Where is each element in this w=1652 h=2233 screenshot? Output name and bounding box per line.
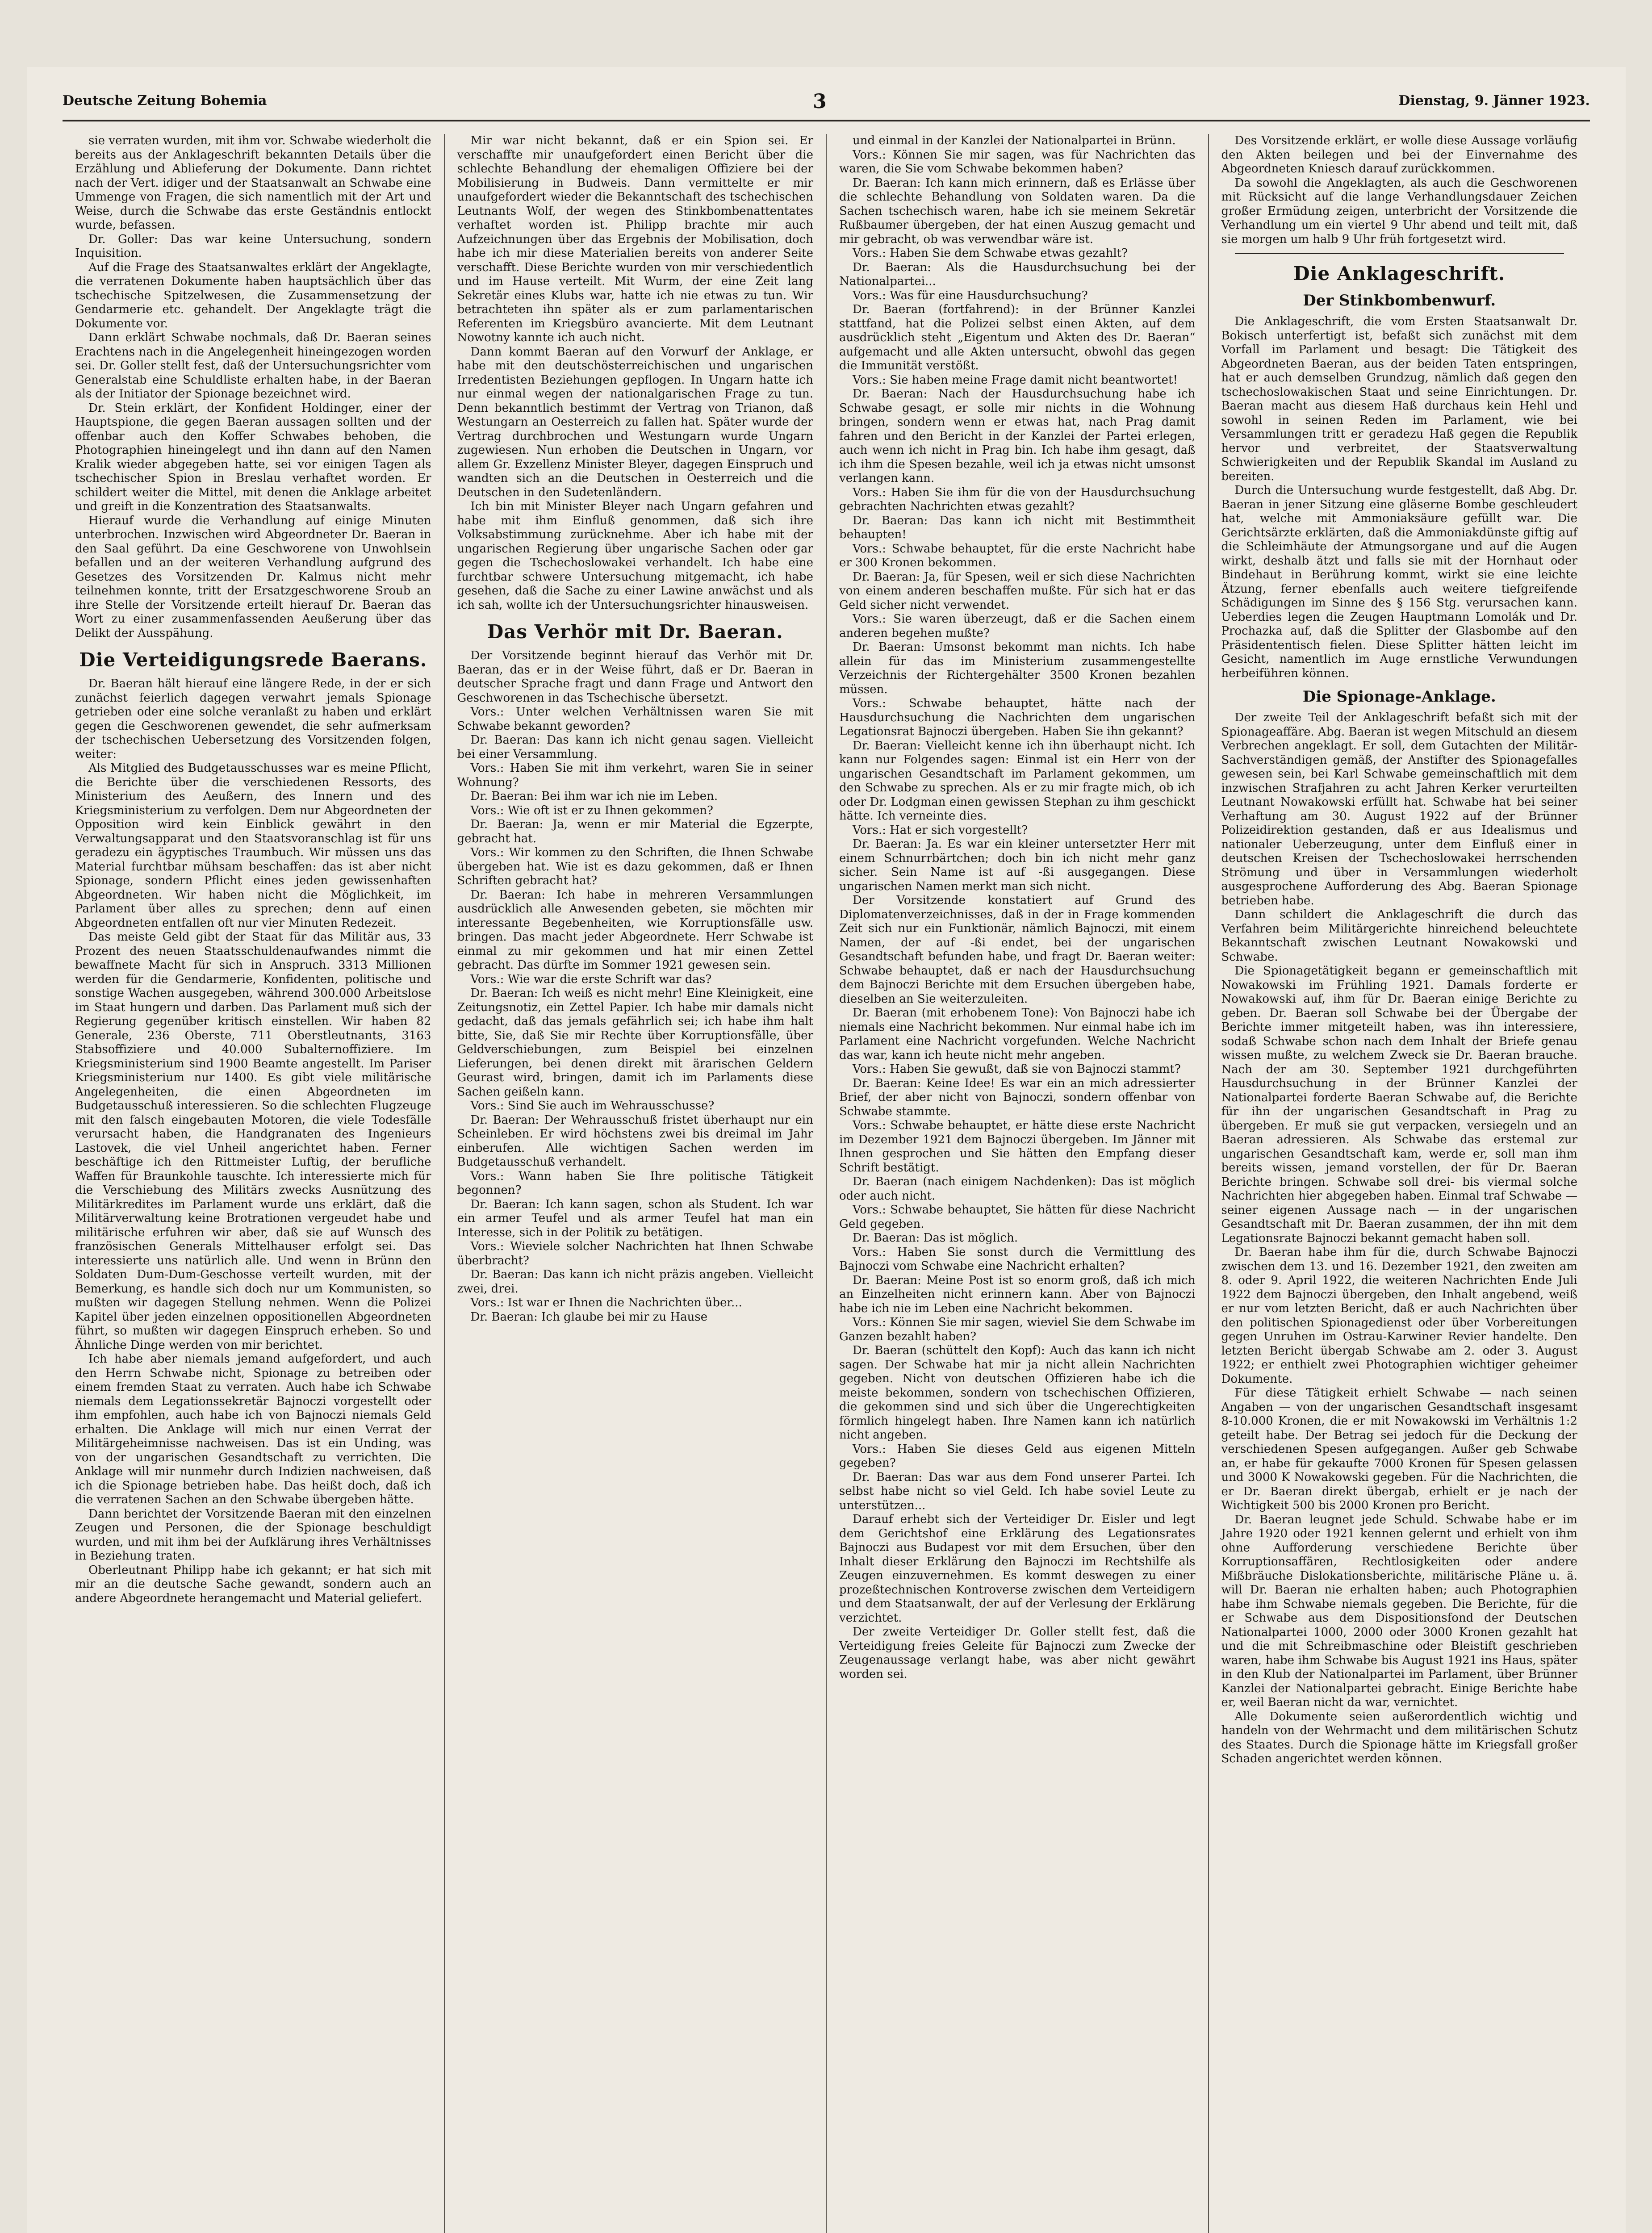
paragraph: Dr. Baeran: Ja. Es war ein kleiner untersetzter Herr mit einem Schnurrbärtchen; doch bin ich nicht mehr ganz sicher. Sein Name ist auf -ßi ausgegangen. Diese ungarischen Namen merkt man sich nicht. [839,837,1196,893]
paragraph: Dr. Baeran: Ich kann sagen, schon als Student. Ich war ein armer Teufel und als armer Teufel hat man ein Interesse, sich in der Politik zu betätigen. [457,1197,813,1239]
section-heading: Das Verhör mit Dr. Baeran. [487,621,783,643]
paragraph: Vors.: Hat er sich vorgestellt? [853,823,1028,837]
paragraph: Vors.: Sind Sie auch im Wehrausschusse? [470,1099,715,1112]
newspaper-page [27,67,1626,2233]
paragraph: Mir war nicht bekannt, daß er ein Spion sei. Er verschaffte mir unaufgefordert einen Bericht über die schlechte Behandlung der ehemaligen Offiziere bei der Mobilisierung in Budweis. Dann vermittelte er mir unaufgefordert wieder die Bekanntschaft des tschechischen Leutnants Wolf, der wegen des Stinkbombenattentates verhaftet worden ist. Philipp brachte mir auch Aufzeichnungen über das Ergebnis der Mobilisation, doch habe ich mir diese Materialien bereits von anderer Seite verschafft. Diese Berichte wurden von mir verschiedentlich und im Hause verteilt. Mit Wurm, der eine Zeit lang Sekretär eines Klubs war, hatte ich nie etwas zu tun. Wir betrachteten ihn später als er zum parlamentarischen Referenten im Kriegsbüro avancierte. Mit dem Leutnant Nowotny kannte ich auch nicht. [457,134,813,344]
paragraph: Der zweite Verteidiger Dr. Goller stellt fest, daß die Verteidigung freies Geleite für Bajnoczi zum Zwecke der Zeugenaussage verlangt habe, was aber nicht gewährt worden sei. [839,1625,1196,1681]
paragraph: Dann schildert die Anklageschrift die durch das Verfahren beim Militärgerichte hinreichend beleuchtete Bekanntschaft zwischen Leutnant Nowakowski und Schwabe. [1221,908,1577,964]
paragraph: Vors.: Unter welchen Verhältnissen waren Sie mit Schwabe bekannt geworden? [457,705,813,733]
paragraph: Dr. Baeran hält hierauf eine längere Rede, in der er sich zunächst feierlich dagegen verwahrt jemals Spionage getrieben oder eine solche veranlaßt zu haben und erklärt gegen die Geschworenen gewendet, die sehr aufmerksam der tschechischen Uebersetzung des Vorsitzenden folgen, weiter: [75,677,431,761]
paragraph: Dr. Baeran: Ich habe in mehreren Versammlungen ausdrücklich alle Anwesenden gebeten, sie möchten mir interessante Begebenheiten, wie Korruptionsfälle usw. bringen. Das macht jeder Abgeordnete. Herr Schwabe ist einmal zu mir gekommen und hat mir einen Zettel gebracht. Das dürfte im Sommer 1921 gewesen sein. [457,888,813,972]
paragraph: Dr. Baeran: Umsonst bekommt man nichts. Ich habe allein für das im Ministerium zusammengestellte Verzeichnis der Richtergehälter 3500 Kronen bezahlen müssen. [839,640,1196,696]
column-2 [445,134,827,2233]
paragraph: Dr. Baeran: Der Wehrausschuß fristet überhaupt nur ein Scheinleben. Er wird höchstens zwei bis dreimal im Jahr einberufen. Alle wichtigen Sachen werden im Budgetausschuß verhandelt. [457,1113,813,1169]
paragraph: Dann berichtet der Vorsitzende Baeran mit den einzelnen Zeugen und Personen, die der Spionage beschuldigt wurden, und mit ihm bei der Aufklärung ihres Verhältnisses in Beziehung traten. [75,1507,431,1563]
column-1 [63,134,445,2233]
paragraph: Alle Dokumente seien außerordentlich wichtig und handeln von der Wehrmacht und dem militärischen Schutz des Staates. Durch die Spionage hätte im Kriegsfall großer Schaden angerichtet werden können. [1221,1710,1577,1765]
paragraph: Ich habe aber niemals jemand aufgefordert, und auch den Herrn Schwabe nicht, Spionage zu betreiben oder einem fremden Staat zu verraten. Auch habe ich Schwabe niemals dem Legationssekretär Bajnoczi vorgestellt oder ihm empfohlen, auch habe ich von Bajnoczi niemals Geld erhalten. Die Anklage will mich nur einen Verrat der Militärgeheimnisse nachweisen. Das ist ein Unding, was von der ungarischen Gesandtschaft zu verrichten. Die Anklage will mir nunmehr durch Indizien nachweisen, daß ich die Spionage betrieben habe. Das heißt doch, daß ich die verratenen Sachen an den Schwabe übergeben hätte. [75,1352,431,1506]
paragraph: Vors.: Wir kommen zu den Schriften, die Ihnen Schwabe übergeben hat. Wie ist es dazu gekommen, daß er Ihnen Schriften gebracht hat? [457,846,813,887]
paragraph: Das meiste Geld gibt der Staat für das Militär aus, 33 Prozent des neuen Staatsschuldenaufwandes nimmt die bewaffnete Macht für sich in Anspruch. 3313 Millionen werden für die Gendarmerie, Konfidenten, politische und sonstige Wachen ausgegeben, während 300.000 Arbeitslose im Staat hungern und darben. Das Parlament muß sich der Regierung gegenüber kritisch einstellen. Wir haben 82 Generale, 236 Oberste, 711 Oberstleutnants, 3163 Stabsoffiziere und 40.000 Subalternoffiziere. Im Kriegsministerium sind 1900 Beamte angestellt. Im Pariser Kriegsministerium nur 1400. Es gibt viele militärische Angelegenheiten, die einen Abgeordneten im Budgetausschuß interessieren. So die schlechten Flugzeuge mit den falsch eingebauten Motoren, die viele Todesfälle verursacht haben, die Handgranaten des Ingenieurs Lastovek, die viel Unheil angerichtet haben. Ferner beschäftige ich den Rittmeister Luftig, der berufliche Waffen für Braunkohle tauschte. Ich interessierte mich für die Verschiebung des Militärs zwecks Ausnützung des Militärkredites im Parlament wurde uns erklärt, daß die Militärverwaltung keine Brotrationen vergeudet habe und militärische erfuhren wir aber, daß sie auf Wunsch des französischen Generals Mittelhauser erfolgt sei. Das interessierte uns natürlich alle. Und wenn in Brünn den Soldaten Dum-Dum-Geschosse verteilt wurden, mit der Bemerkung, es handle sich doch nur um Kommunisten, so mußten wir dagegen Stellung nehmen. Wenn die Polizei Kapitel über jeden einzelnen oppositionellen Abgeordneten führt, so mußten wir dagegen Einspruch erheben. So und Ähnliche Dinge werden von mir berichtet. [75,930,431,1352]
paragraph: Vors.: Schwabe behauptet, er hätte diese erste Nachricht im Dezember 1921 dem Bajnoczi übergeben. Im Jänner mit Ihnen gesprochen und Sie hätten den Empfang dieser Schrift bestätigt. [839,1119,1196,1175]
paragraph: Dr. Baeran: Das ist möglich. [853,1231,1018,1245]
paragraph: Da sowohl die Angeklagten, als auch die Geschworenen mit Rücksicht auf die lange Verhandlungsdauer Zeichen großer Ermüdung zeigen, unterbricht der Vorsitzende die Verhandlung um ein viertel 9 Uhr abend und teilt mit, daß sie morgen um halb 9 Uhr früh fortgesetzt wird. [1221,176,1577,246]
paragraph: Dr. Baeran (schüttelt den Kopf): Auch das kann ich nicht sagen. Der Schwabe hat mir ja nicht allein Nachrichten gegeben. Nicht von deutschen Offizieren habe ich die meiste bekommen, sondern von tschechischen Offizieren, die gekommen sind und sich über die Ungerechtigkeiten förmlich hingelegt haben. Ihre Namen kann ich natürlich nicht angeben. [839,1344,1196,1442]
paragraph: Der zweite Teil der Anklageschrift befaßt sich mit der Spionageaffäre. Abg. Baeran ist wegen Mitschuld an diesem Verbrechen angeklagt. Er soll, dem Gutachten der Militär-Sachverständigen gemäß, der Anstifter des Spionagefalles gewesen sein, bei Karl Schwabe gemeinschaftlich mit dem inzwischen Strafjahren zu acht Jahren Kerker verurteilten Leutnant Nowakowski erfüllt hat. Schwabe hat bei seiner Verhaftung am 30. August 1922 auf der Brünner Polizeidirektion gestanden, daß er aus Idealismus und nationaler Ueberzeugung, unter dem Einfluß einer in deutschen Kreisen der Tschechoslowakei herrschenden Strömung und über in Versammlungen wiederholt ausgesprochene Aufforderung des Abg. Baeran Spionage betrieben habe. [1221,711,1577,907]
paragraph: Dr. Baeran (nach einigem Nachdenken): Das ist möglich oder auch nicht. [839,1175,1196,1203]
paragraph: Dr. Goller: Das war keine Untersuchung, sondern Inquisition. [75,232,431,260]
paragraph: Dr. Baeran: Vielleicht kenne ich ihn überhaupt nicht. Ich kann nur Folgendes sagen: Einmal ist ein Herr von der ungarischen Gesandtschaft im Parlament gekommen, um den Schwabe zu sprechen. Als er zu mir fragte mich, ob ich oder Dr. Lodgman einen gewissen Stephan zu ihm geschickt hätte. Ich verneinte dies. [839,739,1196,823]
paragraph: Vors.: Schwabe behauptet, Sie hätten für diese Nachricht Geld gegeben. [839,1203,1196,1231]
paragraph: Vors.: Können Sie mir sagen, was für Nachrichten das waren, die Sie vom Schwabe bekommen haben? [839,148,1196,176]
paragraph: Dr. Baeran: Das war aus dem Fond unserer Partei. Ich selbst habe nicht so viel Geld. Ich habe soviel Leute zu unterstützen... [839,1470,1196,1512]
paragraph: Dr. Stein erklärt, der Konfident Holdinger, einer der Hauptspione, die gegen Baeran aussagen sollten und der offenbar auch den Koffer Schwabes behoben, die Photographien hineingelegt und ihn dann auf den Namen Kralik wieder abgegeben hatte, sei vor einigen Tagen als tschechischer Spion in Breslau verhaftet worden. Er schildert weiter die Mittel, mit denen die Anklage arbeitet und greift in die Konzentration des Staatsanwalts. [75,401,431,513]
paragraph: Für diese Tätigkeit erhielt Schwabe — nach seinen Angaben — von der ungarischen Gesandtschaft insgesamt 8-10.000 Kronen, die er mit Nowakowski im Verhältnis 1:2 geteilt habe. Der Betrag sei jedoch für die Deckung der verschiedenen Spesen aufgegangen. Außer geb Schwabe an, er habe für gekaufte 7000 Kronen für Spesen gelassen und 3000 K Nowakowski gegeben. Für die Nachrichten, die er Dr. Baeran direkt übergab, erhielt er je nach der Wichtigkeit 500 bis 2000 Kronen pro Bericht. [1221,1386,1577,1512]
paragraph: Vors.: Sie waren überzeugt, daß er die Sachen einem anderen begehen mußte? [839,612,1196,640]
paragraph: Durch die Untersuchung wurde festgestellt, daß Abg. Dr. Baeran in jener Sitzung eine gläserne Bombe geschleudert hat, welche mit Ammoniaksäure gefüllt war. Die Gerichtsärzte erklärten, daß die Ammoniakdünste giftig auf die Schleimhäute der Atmungsorgane und auf die Augen wirkt, deshalb ätzt und falls sie mit der Hornhaut oder Bindehaut in Berührung kommt, wirkt sie eine leichte Ätzung, ferner ebenfalls auch weitere tiefgreifende Schädigungen im Sinne des § 156 Stg. verursachen kann. Ueberdies legen die Zeugen Hauptmann Lomolák und Dr. Prochazka auf, daß die Splitter der Glasbombe auf den Präsidententisch fielen. Diese Splitter hätten leicht im Gesicht, namentlich im Auge ernstliche Verwundungen herbeiführen können. [1221,484,1577,680]
newspaper-name: Deutsche Zeitung Bohemia [63,93,267,109]
paragraph: Dr. Baeran: Ja, wenn er mir Material die Egzerpte, gebracht hat. [457,818,813,845]
paragraph: Dr. Baeran: Ich kann mich erinnern, daß es Erlässe über die schlechte Behandlung von Soldaten waren. Da die Sachen tschechisch waren, habe ich sie meinem Sekretär Rußbaumer übergeben, der hat einen Auszug gemacht und mir gebracht, ob was verwendbar wäre ist. [839,176,1196,246]
page-number: 3 [813,90,827,113]
paragraph: Vors.: Haben Sie dieses Geld aus eigenen Mitteln gegeben? [839,1442,1196,1470]
paragraph: Vors.: Wie war die erste Schrift war das? [470,972,712,986]
subsection-heading: Die Spionage-Anklage. [1302,688,1496,706]
paragraph: Vors.: Schwabe behauptet, hätte nach der Hausdurchsuchung die Nachrichten dem ungarischen Legationsrat Bajnoczi übergeben. Haben Sie ihn gekannt? [839,697,1196,738]
paragraph: Vors.: Wie oft ist er zu Ihnen gekommen? [470,803,713,817]
paragraph: Dr. Baeran: Ich glaube bei mir zu Hause [470,1310,708,1324]
paragraph: Dr. Baeran: Das kann ich nicht präzis angeben. Vielleicht zwei, drei. [457,1268,813,1296]
paragraph: Als Mitglied des Budgetausschusses war es meine Pflicht, die Berichte über die verschiedenen Ressorts, des Ministerium des Aeußern, des Innern und des Kriegsministerium zu verfolgen. Dem nur Abgeordneten der Opposition wird kein Einblick gewährt in den Verwaltungsapparat und den Staatsvoranschlag ist für uns geradezu ein ägyptisches Traumbuch. Wir müssen uns das Material furchtbar mühsam beschaffen: das ist aber nicht Spionage, sondern Pflicht eines jeden gewissenhaften Abgeordneten. Wir haben nicht die Möglichkeit, im Parlament über alles zu sprechen; denn auf einen Abgeordneten entfallen oft nur vier Minuten Redezeit. [75,761,431,930]
paragraph: Auf die Frage des Staatsanwaltes erklärt der Angeklagte, die verratenen Dokumente haben hauptsächlich über das tschechische Spitzelwesen, die Zusammensetzung der Gendarmerie etc. gehandelt. Der Angeklagte trägt die Dokumente vor. [75,260,431,330]
paragraph: Vors.: Ist war er Ihnen die Nachrichten über... [470,1296,742,1309]
subsection-heading: Der Stinkbombenwurf. [1303,292,1496,309]
paragraph: Dr. Baeran: Meine Post ist so enorm groß, daß ich mich an Einzelheiten nicht erinnern kann. Aber von Bajnoczi habe ich nie im Leben eine Nachricht bekommen. [839,1273,1196,1315]
article-columns [63,134,1590,2233]
paragraph: Vors.: Schwabe behauptet, für die erste Nachricht habe er 300 Kronen bekommen. [839,542,1196,569]
paragraph: Dr. Baeran: Keine Idee! Es war ein an mich adressierter Brief, der aber nicht von Bajnoczi, sondern offenbar von Schwabe stammte. [839,1076,1196,1118]
paragraph: Hierauf wurde die Verhandlung auf einige Minuten unterbrochen. Inzwischen wird Abgeordneter Dr. Baeran in den Saal geführt. Da eine Geschworene von Unwohlsein befallen und an der weiteren Verhandlung aufgrund des Gesetzes des Vorsitzenden Dr. Kalmus nicht mehr teilnehmen konnte, tritt der Ersatzgeschworene Sroub an ihre Stelle der Vorsitzende erteilt hierauf Dr. Baeran das Wort zu einer zusammenfassenden Aeußerung über das Delikt der Ausspähung. [75,514,431,640]
paragraph: Vors.: Was für eine Hausdurchsuchung? [853,289,1088,302]
paragraph: sie verraten wurden, mit ihm vor. Schwabe wiederholt die bereits aus der Anklageschrift bekannten Details über die Erzählung und Ablieferung der Dokumente. Dann richtet nach der Vert. idiger und der Staatsanwalt an Schwabe eine Ummenge von Fragen, die sich namentlich mit der Art und Weise, durch die Schwabe das erste Geständnis entlockt wurde, befassen. [75,134,431,232]
paragraph: Vors.: Haben Sie ihm für die von der Hausdurchsuchung gebrachten Nachrichten etwas gezahlt? [839,485,1196,513]
paragraph: Vors.: Wieviele solcher Nachrichten hat Ihnen Schwabe überbracht? [457,1240,813,1267]
paragraph: Der Vorsitzende konstatiert auf Grund des Diplomatenverzeichnisses, daß in der in Frage kommenden Zeit sich nur ein Funktionär, nämlich Bajnoczi, mit einem Namen, der auf -ßi endet, bei der ungarischen Gesandtschaft befunden habe, und fragt Dr. Baeran weiter: Schwabe behauptet, daß er nach der Hausdurchsuchung dem Bajnoczi Berichte mit dem Ersuchen übergeben habe, dieselben an Sie weiterzuleiten. [839,894,1196,1006]
paragraph: Vors.: Haben Sie sonst durch die Vermittlung des Bajnoczi vom Schwabe eine Nachricht erhalten? [839,1245,1196,1273]
paragraph: Vors.: Sie haben meine Frage damit nicht beantwortet! [853,373,1178,387]
page-header [63,90,1590,121]
paragraph: Dr. Baeran: Bei ihm war ich nie im Leben. [470,790,718,803]
paragraph: Dr. Baeran (mit erhobenem Tone): Von Bajnoczi habe ich niemals eine Nachricht bekommen. Nur einmal habe ich im Parlament eine Nachricht vorgefunden. Welche Nachricht das war, kann ich heute nicht mehr angeben. [839,1006,1196,1062]
paragraph: Dr. Baeran: Das kann ich nicht mit Bestimmtheit behaupten! [839,514,1196,541]
section-divider [1235,253,1564,254]
paragraph: Dr. Baeran: Das kann ich nicht genau sagen. Vielleicht bei einer Versammlung. [457,733,813,761]
section-heading: Die Anklageschrift. [1293,263,1506,284]
paragraph: Die Anklageschrift, die vom Ersten Staatsanwalt Dr. Bokisch unterfertigt ist, befaßt sich zunächst mit dem Vorfall im Parlament und besagt: Die Tätigkeit des Abgeordneten Baeran, aus der beiden Taten entspringen, hat er auch demselben Grundzug, nämlich daß gegen den tschechoslowakischen Staat und seine Einrichtungen. Dr. Baeran macht aus diesem Haß durchaus kein Hehl und sowohl in seinen Reden im Parlament, wie bei Versammlungen tritt er geradezu Haß gegen die Republik hervor und verbreitet, der Staatsverwaltung Schwierigkeiten und der Republik Skandal im Ausland zu bereiten. [1221,315,1577,483]
paragraph: Vors.: Wann haben Sie Ihre politische Tätigkeit begonnen? [457,1169,813,1197]
paragraph: Dr. Baeran (fortfahrend): in der Brünner Kanzlei stattfand, hat die Polizei selbst einen Akten, auf dem ausdrücklich steht „Eigentum und Akten des Dr. Baeran“ aufgemacht und alle Akten untersucht, obwohl das gegen die Immunität verstößt. [839,303,1196,372]
paragraph: Darauf erhebt sich der Verteidiger Dr. Eisler und legt dem Gerichtshof eine Erklärung des Legationsrates Bajnoczi aus Budapest vor mit dem Ersuchen, über den Inhalt dieser Erklärung den Bajnoczi im Rechtshilfe als Zeugen einzuvernehmen. Es kommt deswegen zu einer prozeßtechnischen Kontroverse zwischen dem Verteidigern und dem Staatsanwalt, der auf der Verlesung der Erklärung verzichtet. [839,1513,1196,1625]
paragraph: Die Spionagetätigkeit begann er gemeinschaftlich mit Nowakowski im Frühling 1921. Damals forderte er Nowakowski auf, ihm für Dr. Baeran einige Berichte zu geben. Dr. Baeran soll Schwabe bei der Übergabe der Berichte immer mitgeteilt haben, was ihn interessiere, sodaß Schwabe schon nach dem Inhalt der Briefe genau wissen mußte, zu welchem Zweck sie Dr. Baeran brauche. Nach der am 30. September 1921 durchgeführten Hausdurchsuchung in der Brünner Kanzlei der Nationalpartei forderte Baeran Schwabe auf, die Berichte für ihn der ungarischen Gesandtschaft in Prag zu übergeben. Er muß sie gut verpacken, versiegeln und an Baeran adressieren. Als Schwabe das erstemal zur ungarischen Gesandtschaft kam, werde er, soll man ihm bereits wissen, jemand vorstellen, der für Dr. Baeran Berichte bringen. Schwabe soll drei- bis viermal solche Nachrichten hier abgegeben haben. Einmal traf Schwabe — seiner eigenen Aussage nach — in der ungarischen Gesandtschaft mit Dr. Baeran zusammen, der ihn mit dem Legationsrate Bajnoczi bekannt gemacht haben soll. [1221,964,1577,1245]
paragraph: Dann kommt Baeran auf den Vorwurf der Anklage, er habe mit den deutschösterreichischen und ungarischen Irredentisten Beziehungen gepflogen. In Ungarn hatte ich nur einmal wegen der nationalgarischen Frage zu tun. Denn bekanntlich bestimmt der Vertrag von Trianon, daß Westungarn an Oesterreich zu fallen hat. Später wurde der Vertrag durchbrochen und Westungarn wurde Ungarn zugewiesen. Nun erhoben die Deutschen in Ungarn, vor allem Gr. Exzellenz Minister Bleyer, dagegen Einspruch und wandten sich an die Deutschen in Oesterreich und die Deutschen in den Sudetenländern. [457,345,813,499]
section-heading: Die Verteidigungsrede Baerans. [79,649,427,671]
paragraph: Oberleutnant Philipp habe ich gekannt; er hat sich mit mir an die deutsche Sache gewandt, sondern auch an andere Abgeordnete herangemacht und Material geliefert. [75,1563,431,1605]
paragraph: Dr. Baeran habe ihm für die, durch Schwabe Bajnoczi zwischen dem 13. und 16. Dezember 1921, den zweiten am 8. oder 9. April 1922, die weiteren Nachrichten Ende Juli 1922 dem Bajnoczi übergeben, den Inhalt angebend, weiß er nur vom letzten Bericht, daß er auch Nachrichten über den politischen Spionagedienst oder über Vorbereitungen gegen Unruhen im Ostrau-Karwiner Revier handelte. Den letzten Bericht übergab Schwabe am 2. oder 3. August 1922; er enthielt zwei Photographien wichtiger geheimer Dokumente. [1221,1246,1577,1386]
column-4 [1209,134,1590,2233]
paragraph: Vors.: Haben Sie dem Schwabe etwas gezahlt? [853,247,1128,260]
paragraph: Der Vorsitzende beginnt hierauf das Verhör mit Dr. Baeran, das er in der Weise führt, daß er Dr. Baeran in deutscher Sprache fragt und dann Frage und Antwort den Geschworenen in das Tschechische übersetzt. [457,649,813,705]
issue-date: Dienstag, 9. Jänner 1923. [1398,93,1590,109]
paragraph: Ich bin mit Minister Bleyer nach Ungarn gefahren und habe mit ihm Einfluß genommen, daß sich ihre Volksabstimmung zurücknehme. Aber ich habe mit der ungarischen Regierung über ungarische Sachen oder gar gegen die Tschechoslowakei verhandelt. Ich habe eine furchtbar schwere Untersuchung mitgemacht, ich habe gesehen, daß die Sache zu einer Lawine anwächst und als ich sah, wollte ich der Untersuchungsrichter hinausweisen. [457,500,813,612]
paragraph: Des Vorsitzende erklärt, er wolle diese Aussage vorläufig den Akten beilegen und bei der Einvernahme des Abgeordneten Kniesch darauf zurückkommen. [1221,134,1577,176]
paragraph: Dr. Baeran: Als die Hausdurchsuchung bei der Nationalpartei... [839,260,1196,288]
paragraph: Dr. Baeran leugnet jede Schuld. Schwabe habe er im Jahre 1920 oder 1921 kennen gelernt und erhielt von ihm ohne Aufforderung verschiedene Berichte über Korruptionsaffären, Rechtlosigkeiten oder andere Mißbräuche Dislokationsberichte, militärische Pläne u. ä. will Dr. Baeran nie erhalten haben; auch Photographien habe ihm Schwabe niemals gegeben. Die Berichte, für die er Schwabe aus dem Dispositionsfond der Deutschen Nationalpartei 1000, 2000 oder 3000 Kronen gezahlt hat und die mit Schreibmaschine oder Bleistift geschrieben waren, habe ihm Schwabe bis August 1921 ins Haus, später in den Klub der Nationalpartei im Parlament, über Brünner Kanzlei der Nationalpartei gebracht. Einige Berichte habe er, weil Baeran nicht da war, vernichtet. [1221,1513,1577,1709]
column-3 [827,134,1209,2233]
paragraph: Dann erklärt Schwabe nochmals, daß Dr. Baeran seines Erachtens nach in die Angelegenheit hineingezogen worden sei. Dr. Goller stellt fest, daß der Untersuchungsrichter vom Generalstab eine Schuldliste erhalten habe, in der Baeran als der Initiator der Spionage bezeichnet wird. [75,331,431,401]
paragraph: Dr. Baeran: Ja, für Spesen, weil er sich diese Nachrichten von einem anderen beschaffen mußte. Für sich hat er das Geld sicher nicht verwendet. [839,570,1196,612]
paragraph: Vors.: Haben Sie mit ihm verkehrt, waren Sie in seiner Wohnung? [457,761,813,789]
paragraph: Dr. Baeran: Ich weiß es nicht mehr! Eine Kleinigkeit, eine Zeitungsnotiz, ein Zettel Papier. Ich habe mir damals nicht gedacht, daß das jemals gefährlich sei; ich habe ihm halt bitte, Sie, daß Sie mir Rechte über Korruptionsfälle, über Geldverschiebungen, zum Beispiel bei einzelnen Lieferungen, bei denen direkt mit ärarischen Geldern Geurast wird, bringen, damit ich im Parlaments diese Sachen geißeln kann. [457,987,813,1099]
paragraph: Dr. Baeran: Nach der Hausdurchsuchung habe ich Schwabe gesagt, er solle mir nichts in die Wohnung bringen, sondern wenn er etwas hat, nach Prag damit fahren und den Bericht in der Kanzlei der Partei erlegen, auch wenn ich nicht in Prag bin. Ich habe ihm gesagt, daß ich ihm die Spesen bezahle, weil ich ja etwas nicht umsonst verlangen kann. [839,387,1196,485]
paragraph: Vors.: Haben Sie gewußt, daß sie von Bajnoczi stammt? [853,1062,1181,1076]
paragraph: Vors.: Können Sie mir sagen, wieviel Sie dem Schwabe im Ganzen bezahlt haben? [839,1316,1196,1343]
paragraph: und einmal in der Kanzlei der Nationalpartei in Brünn. [853,134,1176,147]
